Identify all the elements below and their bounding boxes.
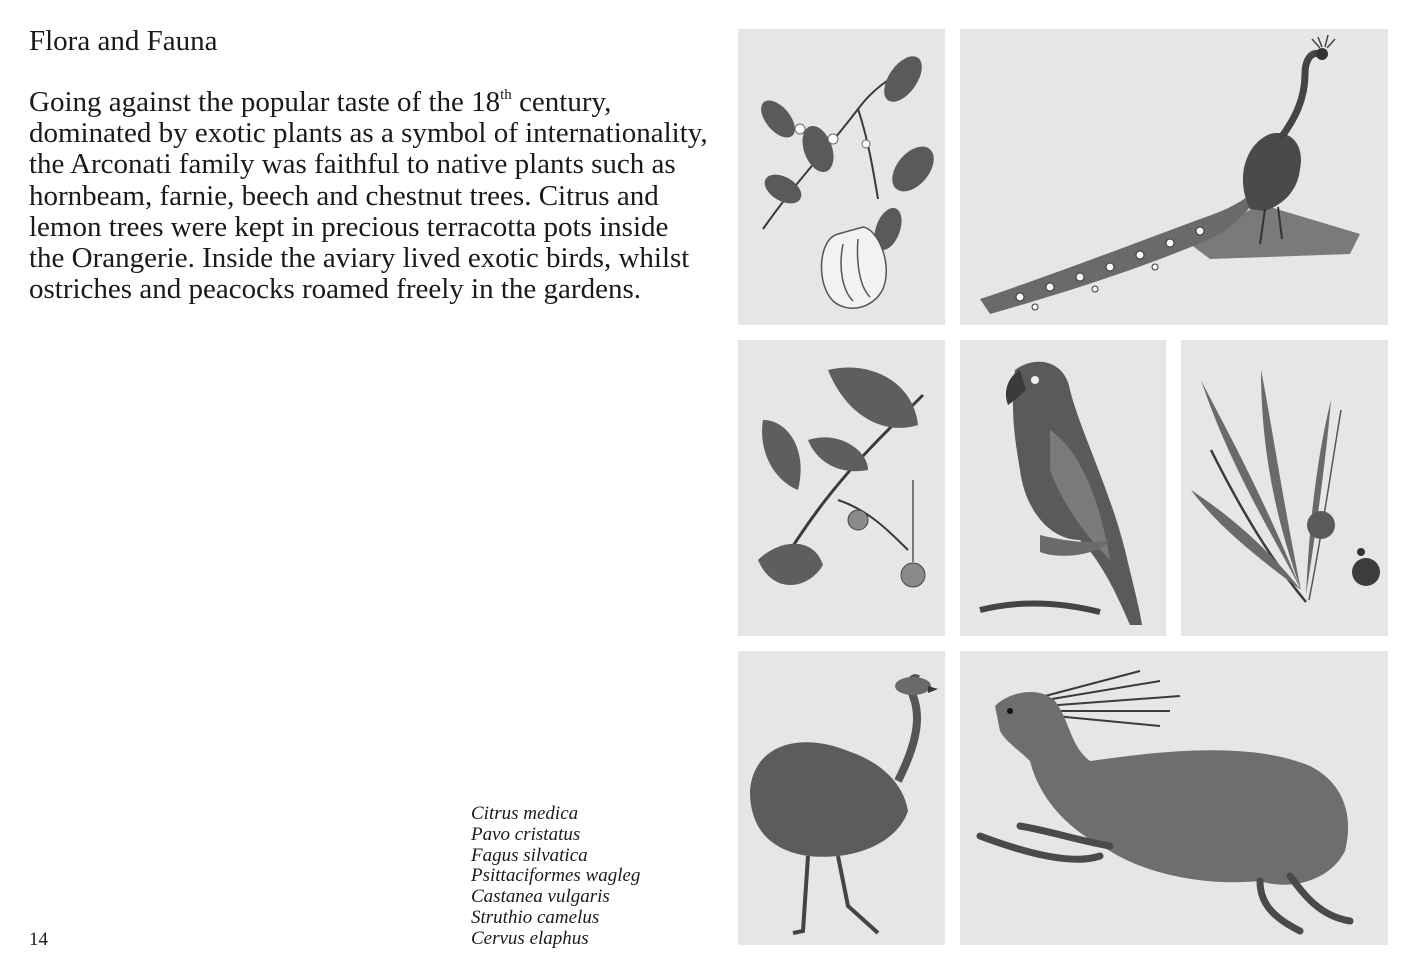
chestnut-branch-illustration	[1181, 340, 1388, 636]
caption-cervus-elaphus: Cervus elaphus	[471, 927, 589, 949]
parrot-illustration	[960, 340, 1166, 636]
citrus-branch-illustration	[738, 29, 945, 325]
beech-branch-icon	[738, 340, 945, 636]
caption-pavo-cristatus: Pavo cristatus	[471, 823, 581, 845]
ostrich-icon	[738, 651, 945, 945]
deer-icon	[960, 651, 1388, 945]
caption-psittaciformes: Psittaciformes wagleg	[471, 865, 641, 887]
ostrich-illustration	[738, 651, 945, 945]
species-caption-list	[471, 804, 640, 950]
caption-citrus-medica: Citrus medica	[471, 803, 579, 824]
ordinal-superscript: th	[500, 87, 512, 103]
page-number: 14	[29, 929, 48, 950]
citrus-branch-icon	[738, 29, 945, 325]
caption-struthio-camelus: Struthio camelus	[471, 906, 600, 928]
page-title: Flora and Fauna	[29, 25, 218, 57]
chestnut-branch-icon	[1181, 340, 1388, 636]
body-text-rest: century, dominated by exotic plants as a symbol of internationality, the Arconati family was faithful to native plants such as hornbeam, farnie, beech and chestnut trees. Citrus and lemon trees were kept in precious terracotta pots inside the Orangerie. Inside the aviary lived exotic birds, whilst ostriches and peacocks roamed freely in the gardens.	[29, 86, 708, 306]
caption-fagus-silvatica: Fagus silvatica	[471, 844, 588, 866]
parrot-icon	[960, 340, 1166, 636]
body-paragraph	[29, 87, 709, 305]
caption-castanea-vulgaris: Castanea vulgaris	[471, 886, 610, 908]
deer-illustration	[960, 651, 1388, 945]
beech-branch-illustration	[738, 340, 945, 636]
peacock-illustration	[960, 29, 1388, 325]
peacock-icon	[960, 29, 1388, 325]
body-text-start: Going against the popular taste of the 18	[29, 86, 501, 118]
